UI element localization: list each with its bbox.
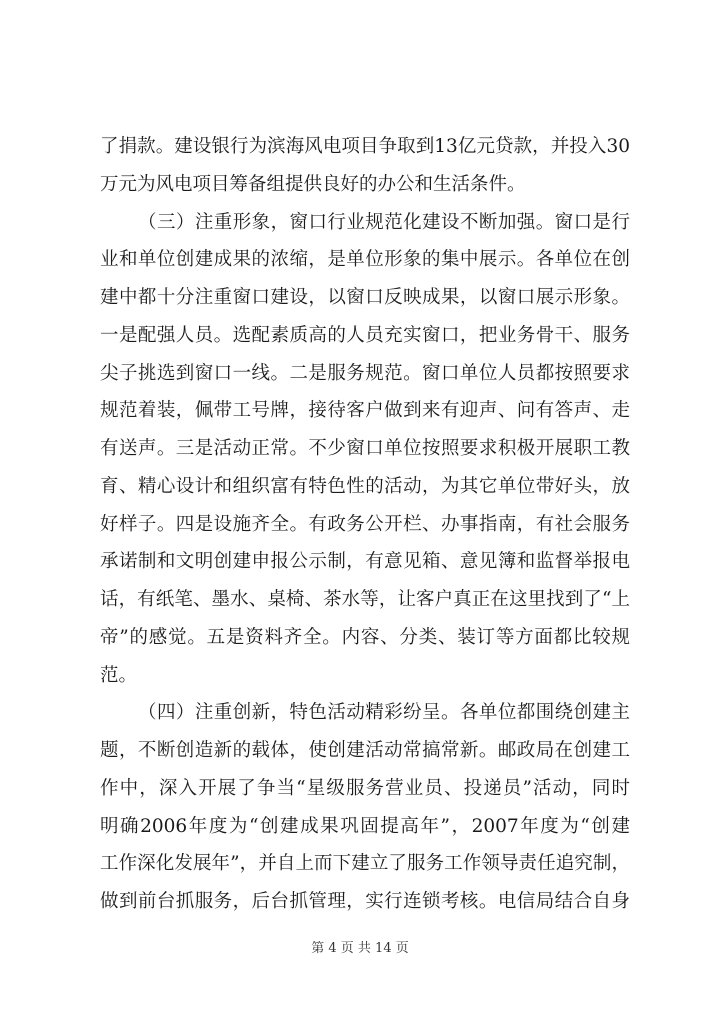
text-line: 规范着装，佩带工号牌，接待客户做到来有迎声、问有答声、走	[100, 400, 630, 422]
text-line: （四）注重创新，特色活动精彩纷呈。各单位都围绕创建主	[138, 702, 630, 724]
text-line: 有送声。三是活动正常。不少窗口单位按照要求积极开展职工教	[100, 438, 630, 459]
text-line: 业和单位创建成果的浓缩，是单位形象的集中展示。各单位在创	[100, 249, 630, 271]
text-line: （三）注重形象，窗口行业规范化建设不断加强。窗口是行	[138, 211, 630, 233]
text-line: 育、精心设计和组织富有特色性的活动，为其它单位带好头，放	[100, 475, 630, 497]
text-line: 帝”的感觉。五是资料齐全。内容、分类、装订等方面都比较规	[100, 626, 630, 648]
text-line: 范。	[100, 664, 138, 686]
text-line: 了捐款。建设银行为滨海风电项目争取到13亿元贷款，并投入30	[100, 136, 630, 157]
text-line: 工作深化发展年”，并自上而下建立了服务工作领导责任追究制，	[100, 853, 630, 875]
text-line: 题，不断创造新的载体，使创建活动常搞常新。邮政局在创建工	[100, 740, 630, 761]
body-text	[100, 128, 630, 921]
text-line: 话，有纸笔、墨水、桌椅、茶水等，让客户真正在这里找到了“上	[100, 589, 630, 610]
text-line: 尖子挑选到窗口一线。二是服务规范。窗口单位人员都按照要求	[100, 362, 630, 384]
text-line: 一是配强人员。选配素质高的人员充实窗口，把业务骨干、服务	[100, 324, 630, 346]
page-footer: 第 4 页 共 14 页	[311, 941, 409, 956]
text-line: 建中都十分注重窗口建设，以窗口反映成果，以窗口展示形象。	[100, 287, 630, 308]
text-line: 万元为风电项目筹备组提供良好的办公和生活条件。	[100, 173, 526, 195]
text-line: 承诺制和文明创建申报公示制，有意见箱、意见簿和监督举报电	[100, 551, 630, 573]
text-line: 作中，深入开展了争当“星级服务营业员、投递员”活动，同时	[100, 777, 630, 799]
text-line: 明确2006年度为“创建成果巩固提高年”，2007年度为“创建	[100, 815, 630, 837]
text-line: 做到前台抓服务，后台抓管理，实行连锁考核。电信局结合自身	[100, 891, 630, 912]
text-line: 好样子。四是设施齐全。有政务公开栏、办事指南，有社会服务	[100, 513, 630, 535]
